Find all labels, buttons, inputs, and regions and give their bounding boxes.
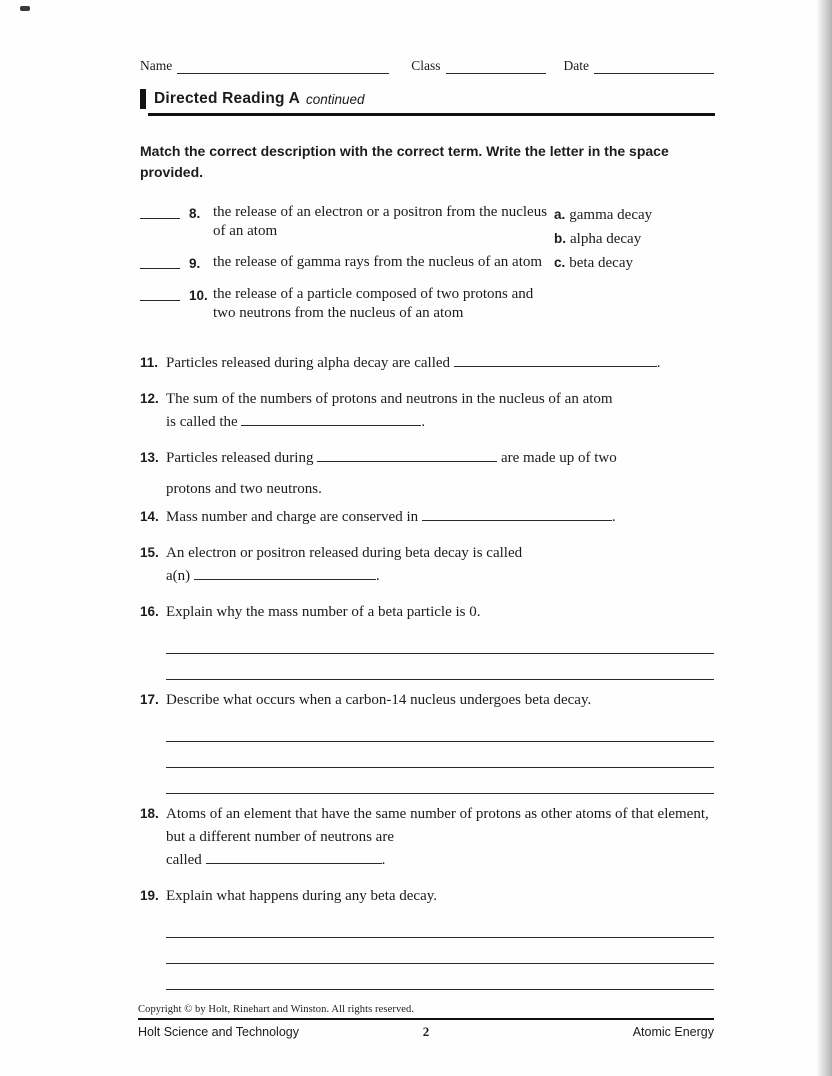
question-item bbox=[140, 505, 714, 537]
question-number: 12. bbox=[140, 391, 159, 406]
title-rule bbox=[148, 113, 715, 116]
question-item bbox=[140, 884, 714, 990]
term-text: gamma decay bbox=[569, 207, 653, 223]
item-text: the release of gamma rays from the nucleus of an atom bbox=[213, 254, 543, 270]
item-number: 9. bbox=[189, 256, 201, 271]
page-title: Directed Reading A bbox=[154, 90, 300, 107]
match-item bbox=[140, 253, 548, 273]
answer-line bbox=[166, 716, 714, 742]
footer-chapter-title: Atomic Energy bbox=[632, 1024, 714, 1039]
question-line: 17. Describe what occurs when a carbon-14 nucleus undergoes beta decay. bbox=[140, 688, 714, 712]
inline-answer-blank bbox=[206, 850, 382, 864]
class-label: Class bbox=[411, 58, 441, 73]
page-content bbox=[140, 58, 714, 998]
match-item bbox=[140, 285, 548, 323]
question-item bbox=[140, 600, 714, 680]
footer-row bbox=[138, 1024, 714, 1040]
question-line: is called the . bbox=[166, 414, 426, 430]
item-number: 10. bbox=[189, 288, 208, 303]
name-class-date-line bbox=[140, 58, 714, 74]
question-item bbox=[140, 446, 714, 501]
item-text: the release of an electron or a positron from the nucleus of an atom bbox=[213, 204, 548, 239]
answer-blank bbox=[140, 253, 180, 269]
question-line: 14. Mass number and charge are conserved in . bbox=[140, 505, 714, 537]
inline-answer-blank bbox=[454, 353, 657, 367]
question-line: 13. Particles released during are made up of two bbox=[140, 446, 714, 478]
date-blank bbox=[594, 59, 714, 74]
inline-answer-blank bbox=[317, 448, 497, 462]
question-line: 15. An electron or positron released during beta decay is called bbox=[140, 541, 714, 565]
section-title-bar bbox=[140, 89, 714, 109]
title-continued-label: continued bbox=[306, 91, 365, 107]
class-blank bbox=[446, 59, 546, 74]
footer-book-title: Holt Science and Technology bbox=[138, 1024, 299, 1039]
instructions-text: Match the correct description with the correct term. Write the letter in the space provided. bbox=[140, 143, 669, 180]
inline-answer-blank bbox=[194, 566, 376, 580]
footer-rule bbox=[138, 1018, 714, 1020]
item-text: the release of a particle composed of two protons and two neutrons from the nucleus of an atom bbox=[213, 286, 534, 321]
item-number: 8. bbox=[189, 206, 201, 221]
answer-lines bbox=[166, 716, 714, 794]
answer-lines bbox=[166, 912, 714, 990]
term-item bbox=[554, 203, 652, 227]
title-accent-bar bbox=[140, 89, 146, 109]
inline-answer-blank bbox=[241, 412, 421, 426]
answer-lines bbox=[166, 628, 714, 680]
question-line: 18. Atoms of an element that have the same number of protons as other atoms of that element, but a different number of neutrons are bbox=[140, 802, 714, 849]
question-line: called . bbox=[166, 852, 386, 868]
question-number: 18. bbox=[140, 806, 159, 821]
term-item bbox=[554, 251, 652, 275]
question-item bbox=[140, 688, 714, 794]
question-number: 16. bbox=[140, 604, 159, 619]
answer-line bbox=[166, 742, 714, 768]
question-line: 19. Explain what happens during any beta decay. bbox=[140, 884, 714, 908]
question-number: 13. bbox=[140, 450, 159, 465]
footer-page-number: 2 bbox=[422, 1023, 430, 1039]
term-letter: c. bbox=[554, 255, 566, 270]
answer-line bbox=[166, 964, 714, 990]
question-line: a(n) . bbox=[166, 568, 380, 584]
question-line: protons and two neutrons. bbox=[166, 481, 322, 497]
matching-section bbox=[140, 203, 714, 335]
question-number: 19. bbox=[140, 888, 159, 903]
term-letter: a. bbox=[554, 207, 566, 222]
answer-line bbox=[166, 654, 714, 680]
match-item bbox=[140, 203, 548, 241]
questions bbox=[140, 351, 714, 990]
question-number: 11. bbox=[140, 355, 159, 370]
answer-line bbox=[166, 912, 714, 938]
term-item bbox=[554, 227, 652, 251]
question-number: 14. bbox=[140, 509, 159, 524]
copyright-text: Copyright © by Holt, Rinehart and Winston. All rights reserved. bbox=[138, 1004, 415, 1015]
inline-answer-blank bbox=[422, 507, 612, 521]
date-label: Date bbox=[563, 58, 589, 73]
term-text: beta decay bbox=[569, 255, 633, 271]
answer-blank bbox=[140, 285, 180, 301]
scan-artifact bbox=[20, 6, 30, 11]
question-item bbox=[140, 351, 714, 383]
scan-edge-shadow bbox=[816, 0, 832, 1076]
answer-line bbox=[166, 938, 714, 964]
answer-line bbox=[166, 628, 714, 654]
term-text: alpha decay bbox=[570, 231, 642, 247]
name-blank bbox=[177, 59, 389, 74]
question-line: 11. Particles released during alpha decay are called . bbox=[140, 351, 714, 383]
question-item bbox=[140, 387, 714, 442]
matching-terms bbox=[554, 203, 652, 335]
question-line: 12. The sum of the numbers of protons and neutrons in the nucleus of an atom bbox=[140, 387, 714, 411]
name-label: Name bbox=[140, 58, 173, 73]
term-letter: b. bbox=[554, 231, 566, 246]
page-footer bbox=[138, 1004, 714, 1040]
question-item bbox=[140, 802, 714, 880]
answer-line bbox=[166, 768, 714, 794]
question-item bbox=[140, 541, 714, 596]
answer-blank bbox=[140, 203, 180, 219]
matching-items bbox=[140, 203, 548, 335]
question-number: 17. bbox=[140, 692, 159, 707]
question-number: 15. bbox=[140, 545, 159, 560]
question-line: 16. Explain why the mass number of a beta particle is 0. bbox=[140, 600, 714, 624]
